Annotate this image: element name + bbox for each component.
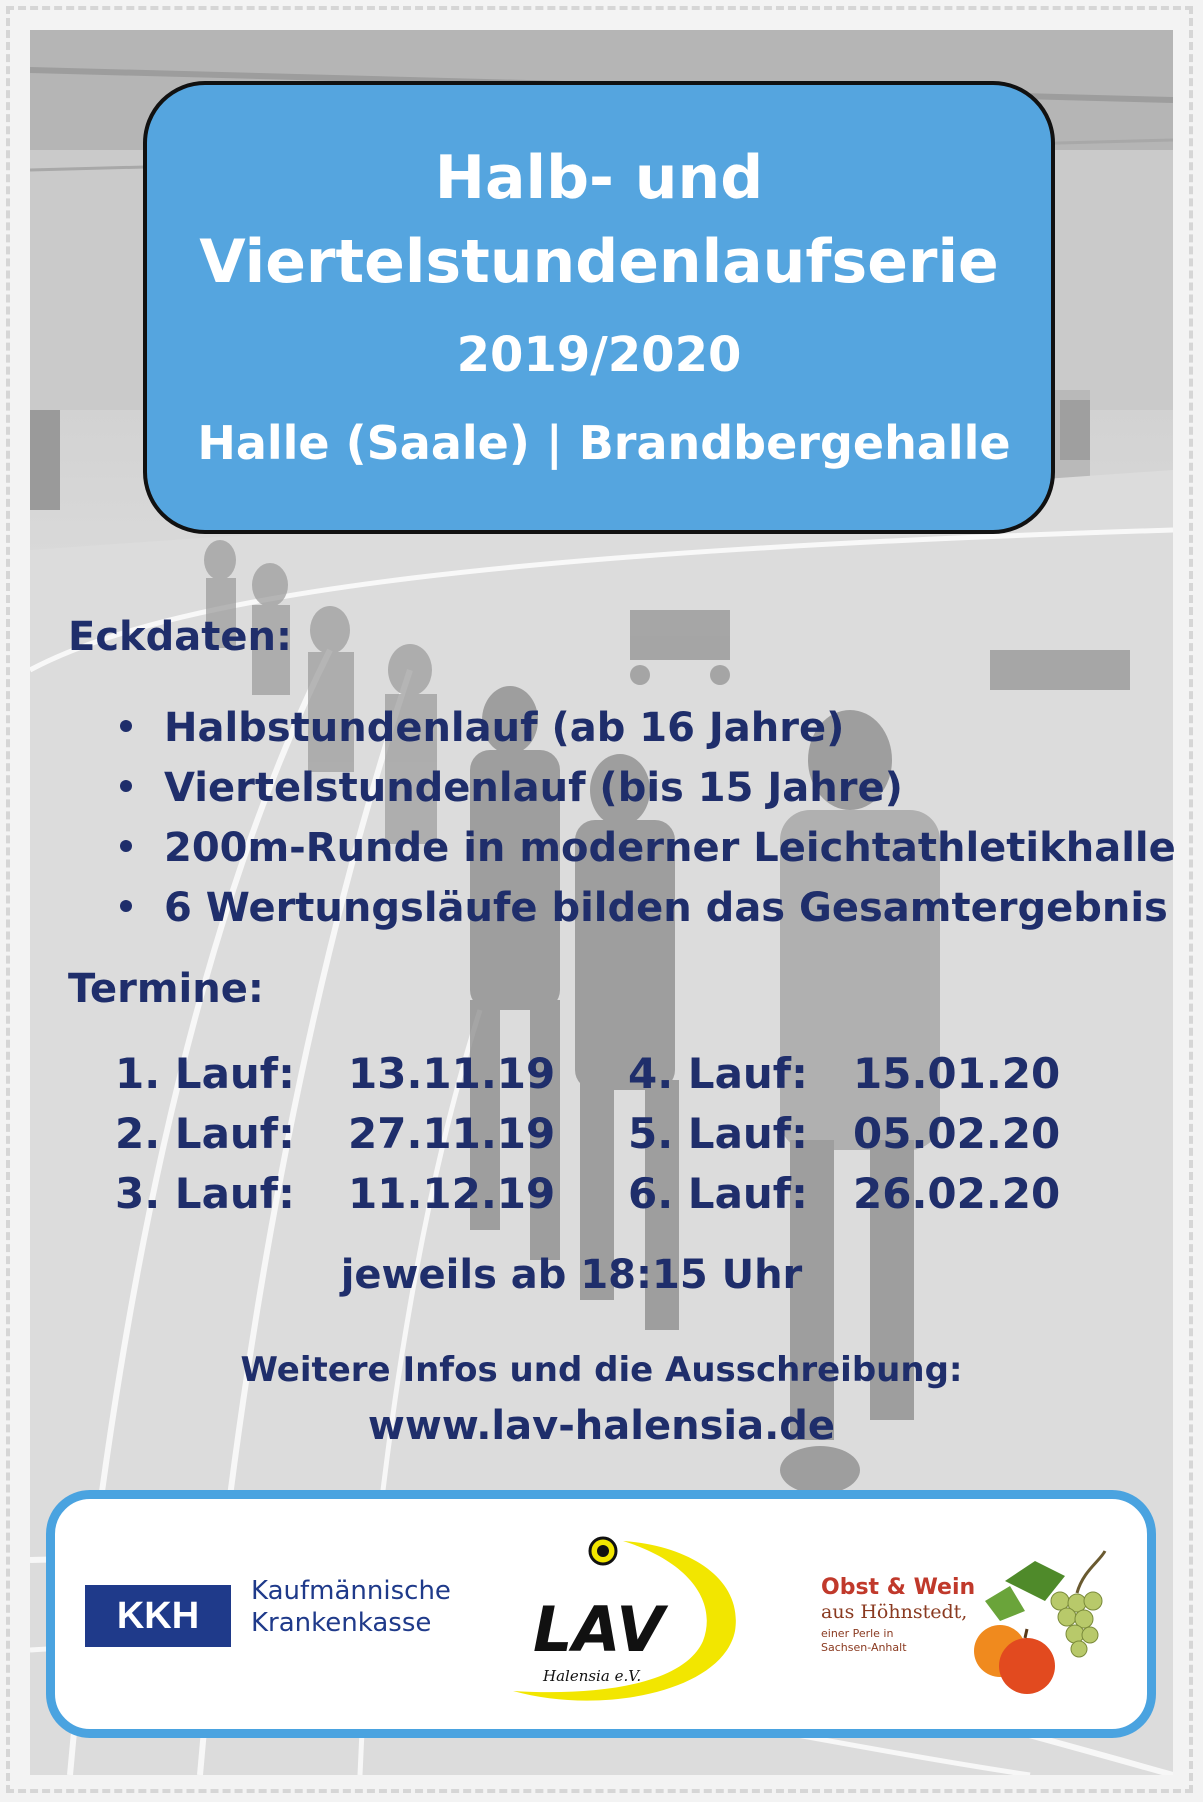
run-label: 6. Lauf:: [628, 1169, 808, 1218]
run-date: 13.11.19: [348, 1049, 556, 1098]
bullet-icon: [120, 840, 132, 852]
title-box: [143, 81, 1055, 534]
run-label: 3. Lauf:: [115, 1169, 295, 1218]
website-link[interactable]: www.lav-halensia.de: [367, 1403, 836, 1449]
run-date: 05.02.20: [853, 1109, 1061, 1158]
list-item-text: 6 Wertungsläufe bilden das Gesamtergebnis: [164, 885, 1168, 931]
obst-tagline: [821, 1627, 911, 1655]
eckdaten-list: [112, 698, 1176, 938]
run-label: 5. Lauf:: [628, 1109, 808, 1158]
termine-heading: Termine:: [68, 966, 264, 1012]
info-text: Weitere Infos und die Ausschreibung:: [240, 1350, 963, 1390]
list-item-text: 200m-Runde in moderner Leichtathletikhalle: [164, 825, 1176, 871]
bullet-icon: [120, 780, 132, 792]
kkh-line-2: Krankenkasse: [251, 1608, 432, 1638]
start-time: jeweils ab 18:15 Uhr: [340, 1252, 803, 1298]
run-date: 27.11.19: [348, 1109, 556, 1158]
kkh-logo: KKH: [85, 1585, 231, 1647]
list-item-text: Halbstundenlauf (ab 16 Jahre): [164, 705, 845, 751]
eckdaten-heading: Eckdaten:: [68, 614, 292, 660]
bullet-icon: [120, 900, 132, 912]
run-date: 26.02.20: [853, 1169, 1061, 1218]
obst-line-2: aus Höhnstedt,: [821, 1601, 968, 1623]
obst-name: Obst & Wein: [821, 1575, 976, 1600]
kkh-line-1: Kaufmännische: [251, 1576, 451, 1606]
lav-logo-text: LAV: [533, 1593, 665, 1666]
run-date: 15.01.20: [853, 1049, 1061, 1098]
run-label: 1. Lauf:: [115, 1049, 295, 1098]
run-label: 2. Lauf:: [115, 1109, 295, 1158]
list-item-text: Viertelstundenlauf (bis 15 Jahre): [164, 765, 903, 811]
run-label: 4. Lauf:: [628, 1049, 808, 1098]
run-date: 11.12.19: [348, 1169, 556, 1218]
list-item: [112, 698, 1176, 758]
title-line-1: Halb- und: [434, 143, 764, 213]
kkh-name: [251, 1575, 451, 1639]
lav-logo-sub: Halensia e.V.: [543, 1667, 642, 1685]
list-item: [112, 878, 1176, 938]
list-item: [112, 758, 1176, 818]
lav-logo: [473, 1521, 753, 1721]
season: 2019/2020: [456, 327, 742, 383]
obst-small-1: einer Perle in: [821, 1627, 894, 1640]
fruit-icon: [965, 1541, 1115, 1701]
bullet-icon: [120, 720, 132, 732]
obst-small-2: Sachsen-Anhalt: [821, 1641, 907, 1654]
list-item: [112, 818, 1176, 878]
title-line-2: Viertelstundenlaufserie: [199, 227, 999, 297]
location: Halle (Saale) | Brandbergehalle: [197, 416, 1011, 470]
sponsor-box: [46, 1490, 1156, 1738]
